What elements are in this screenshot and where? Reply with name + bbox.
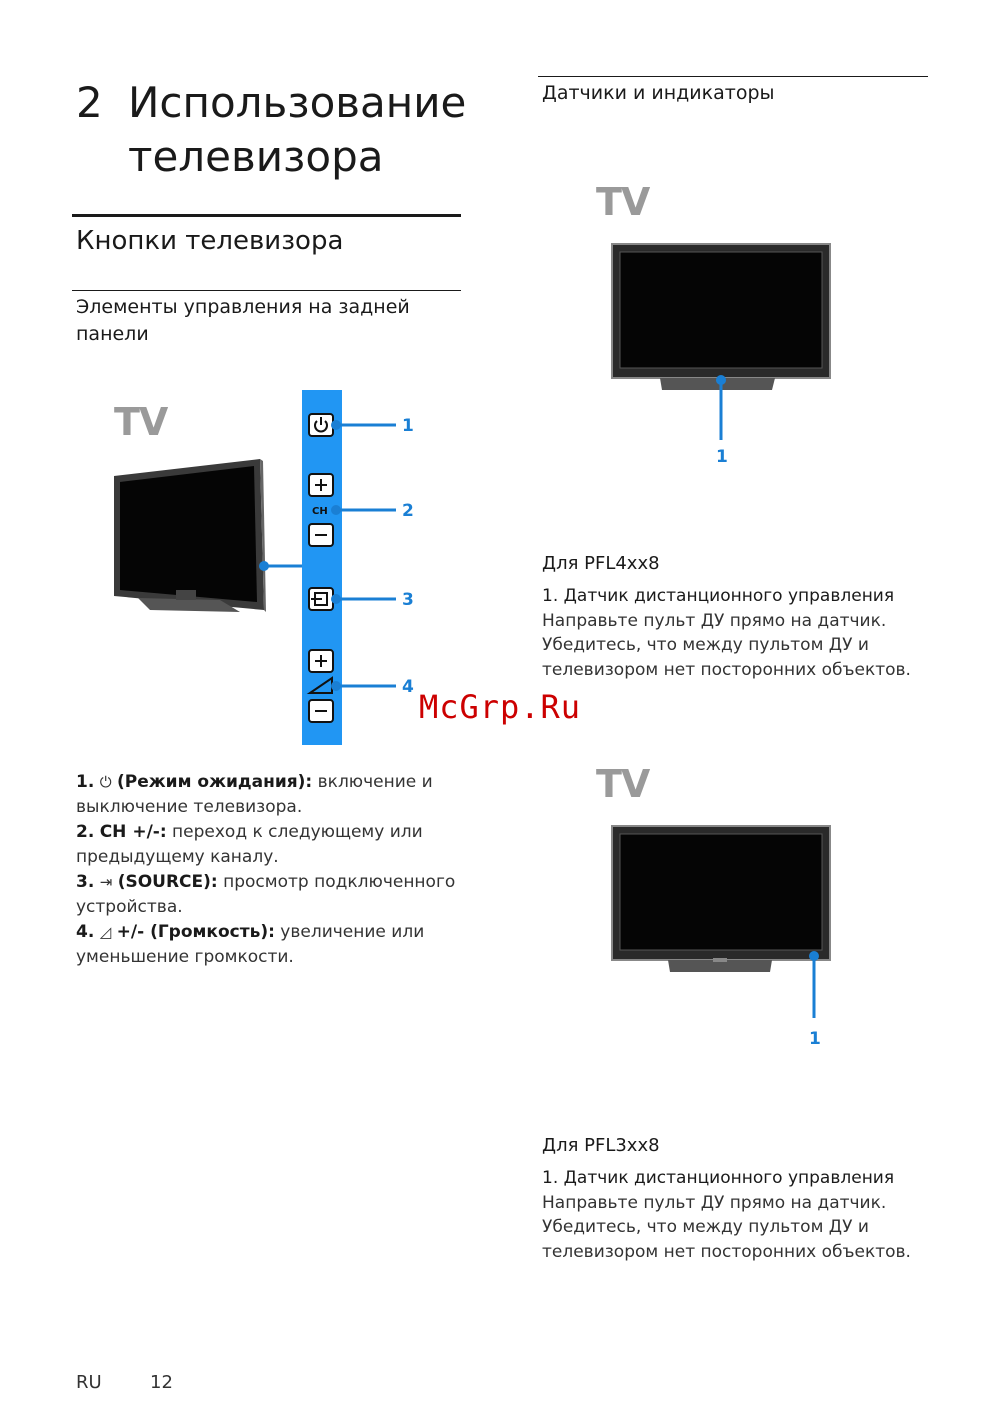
- sensor-figure-2: [600, 822, 840, 1052]
- item-number: 2.: [76, 822, 95, 842]
- item-number: 4.: [76, 922, 95, 942]
- item-number: 1.: [76, 772, 95, 792]
- model-2-text: [542, 1166, 922, 1264]
- item-number: 3.: [76, 872, 95, 892]
- model-1-item-desc: Направьте пульт ДУ прямо на датчик. Убедитесь, что между пультом ДУ и телевизором нет посторонних объектов.: [542, 610, 911, 680]
- callout-1: 1: [402, 416, 414, 436]
- controls-list: [76, 770, 456, 970]
- section-title: Кнопки телевизора: [76, 226, 344, 256]
- model-2-item-title: 1. Датчик дистанционного управления: [542, 1168, 895, 1188]
- power-icon: ⏻: [99, 773, 112, 791]
- chapter-title-line2: телевизора: [128, 132, 384, 181]
- subsection-title: [76, 294, 456, 348]
- source-icon: ⇥: [99, 873, 113, 891]
- tv-label-2: TV: [596, 762, 650, 806]
- sensor-callout-2: 1: [809, 1029, 821, 1049]
- subsection-title-line1: Элементы управления на задней: [76, 296, 410, 318]
- callout-4: 4: [402, 677, 414, 697]
- chapter-title: [128, 76, 468, 184]
- model-1-item-title: 1. Датчик дистанционного управления: [542, 586, 895, 606]
- sensor-callout-1: 1: [716, 447, 728, 467]
- model-1-heading: Для PFL4xx8: [542, 553, 660, 574]
- ch-label: CH: [312, 506, 328, 517]
- tv-label: TV: [114, 400, 168, 444]
- item-name: (SOURCE):: [117, 872, 218, 892]
- model-2-item-desc: Направьте пульт ДУ прямо на датчик. Убедитесь, что между пультом ДУ и телевизором нет посторонних объектов.: [542, 1192, 911, 1262]
- subsection-rule: [72, 290, 461, 291]
- list-item: [76, 870, 456, 920]
- item-name: (Режим ожидания):: [116, 772, 313, 792]
- item-desc: переход к следующему или предыдущему каналу.: [76, 822, 423, 867]
- chapter-title-line1: Использование: [128, 78, 467, 127]
- sensors-title: Датчики и индикаторы: [542, 82, 775, 104]
- footer-page-number: 12: [150, 1372, 173, 1393]
- item-name: +/- (Громкость):: [116, 922, 275, 942]
- model-2-heading: Для PFL3xx8: [542, 1135, 660, 1156]
- sensor-figure-1: [600, 240, 840, 470]
- list-item: [76, 820, 456, 870]
- watermark: McGrp.Ru: [418, 688, 582, 726]
- item-name: CH +/-:: [99, 822, 167, 842]
- chapter-number: 2: [76, 78, 103, 127]
- item-desc: включение и выключение телевизора.: [76, 772, 433, 817]
- item-desc: просмотр подключенного устройства.: [76, 872, 456, 917]
- list-item: [76, 770, 456, 820]
- callout-2: 2: [402, 501, 414, 521]
- footer-language: RU: [76, 1372, 102, 1393]
- tv-angled-illustration: [114, 459, 266, 612]
- volume-icon: ◿: [99, 923, 112, 941]
- item-desc: увеличение или уменьшение громкости.: [76, 922, 425, 967]
- list-item: [76, 920, 456, 970]
- model-1-text: [542, 584, 922, 682]
- subsection-title-line2: панели: [76, 323, 149, 345]
- section-rule: [72, 214, 461, 217]
- sensors-rule: [538, 76, 928, 77]
- callout-3: 3: [402, 590, 414, 610]
- tv-label-1: TV: [596, 180, 650, 224]
